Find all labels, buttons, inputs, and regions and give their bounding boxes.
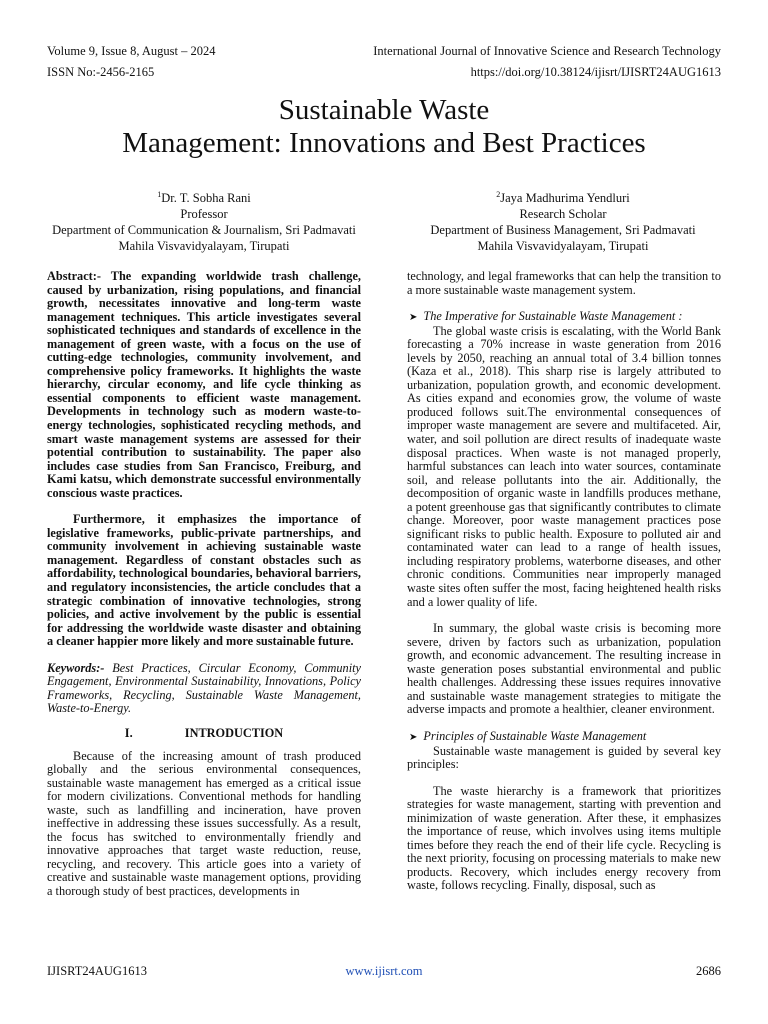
arrow-bullet-icon: ➤: [409, 731, 418, 743]
intro-paragraph-1: Because of the increasing amount of trash produced globally and the serious environmental consequences, sustainable waste management has emerged as a critical issue for modern civilizations. Conventional methods for handling waste, such as landfilling and incineration, have proven ineffective in addressing these issues successfully. As a result, the focus has switched to environmentally friendly and innovative approaches that target waste reduction, reuse, recycling, and recovery. This article goes into a variety of creative and sustainable waste management options, providing a thorough study of best practices, developments in: [47, 748, 361, 898]
issn: ISSN No:-2456-2165: [47, 65, 155, 79]
footer-paper-id: IJISRT24AUG1613: [47, 964, 147, 978]
author-1-sup: 1: [157, 190, 162, 199]
journal-name: International Journal of Innovative Science and Research Technology: [373, 44, 721, 58]
author-1-name: Dr. T. Sobha Rani: [161, 191, 251, 206]
imperative-paragraph-1: The global waste crisis is escalating, with the World Bank forecasting a 70% increase in waste generation from 2016 levels by 2050, reaching an annual total of 3.4 billion tonnes (Kaza et al., 2018). This sharp rise is largely attributed to urbanization, population growth, and economic development. As cities expand and economies grow, the volume of waste produced follows suit.The environmental consequences of improper waste management are severe and multifaceted. Air, water, and soil pollution are direct results of inadequate waste disposal practices. When waste is not managed properly, harmful substances can leach into water sources, contaminate soil, and release pollutants into the air. Additionally, the decomposition of organic waste in landfills produces methane, a potent greenhouse gas that significantly contributes to climate change. Moreover, poor waste management practices pose significant risks to public health. Exposure to polluted air and contaminated water can lead to a range of health issues, including respiratory problems, waterborne diseases, and other chronic conditions. Communities near improperly managed waste sites often suffer the most, facing heightened health risks and a lower quality of life.: [407, 323, 721, 609]
keywords-text: Best Practices, Circular Economy, Community Engagement, Environmental Sustainability, Innovations, Policy Frameworks, Recycling, Sustainable Waste Management, Waste-to-Energy.: [47, 660, 361, 716]
author-2-dept: Department of Business Management, Sri Padmavati: [430, 223, 696, 238]
left-column: [47, 270, 361, 899]
subheading-principles-text: Principles of Sustainable Waste Management: [423, 728, 647, 743]
footer-website-link[interactable]: www.ijisrt.com: [345, 964, 423, 978]
author-1: [39, 187, 369, 254]
subheading-principles: [407, 730, 721, 745]
principles-paragraph-1: Sustainable waste management is guided by several key principles:: [407, 743, 721, 772]
volume-info: Volume 9, Issue 8, August – 2024: [47, 44, 216, 58]
keywords-label: Keywords:-: [47, 660, 105, 675]
author-2-name: Jaya Madhurima Yendluri: [500, 191, 630, 206]
page-number: 2686: [696, 964, 721, 978]
author-1-inst: Mahila Visvavidyalayam, Tirupati: [118, 239, 290, 254]
author-2-sup: 2: [496, 190, 501, 199]
principles-paragraph-2: The waste hierarchy is a framework that prioritizes strategies for waste management, starting with prevention and minimization of waste generation. After these, it emphasizes the importance of reuse, which involves using items multiple times before they reach the end of their life cycle. Recycling is the next priority, focusing on processing materials to make new products. Recovery, which includes energy recovery from waste, follows recycling. Finally, disposal, such as: [407, 783, 721, 893]
section-title: INTRODUCTION: [184, 725, 284, 740]
title-line-1: Sustainable Waste: [278, 94, 490, 126]
arrow-bullet-icon: ➤: [409, 312, 418, 324]
subheading-imperative: [407, 310, 721, 325]
section-heading-introduction: [47, 727, 361, 741]
author-2-role: Research Scholar: [519, 207, 607, 222]
keywords: [47, 662, 361, 716]
section-number: I.: [124, 725, 133, 740]
intro-continuation: technology, and legal frameworks that can help the transition to a more sustainable waste management system.: [407, 269, 721, 297]
imperative-paragraph-2: In summary, the global waste crisis is becoming more severe, driven by factors such as urbanization, population growth, and economic advancement. The resulting increase in waste generation poses substantial environmental and public health challenges. Addressing these issues requires innovative and sustainable waste management strategies to mitigate the adverse impacts and promote a healthier, cleaner environment.: [407, 621, 721, 717]
abstract-paragraph-1: Abstract:- The expanding worldwide trash challenge, caused by urbanization, rising populations, and financial growth, necessitates innovative and long-term waste management techniques. This article investigates several sophisticated techniques and standards of excellence in the management of green waste, with a focus on the use of cutting-edge technologies, community involvement, and comprehensive policy frameworks. It highlights the waste hierarchy, circular economy, and life cycle thinking as essential components to efficient waste management. Developments in technology such as modern waste-to-energy technologies, sophisticated recycling methods, and smart waste management systems are assessed for their potential contribution to sustainability. The paper also includes case studies from San Francisco, Freiburg, and Kami katsu, which demonstrate successful environmentally conscious waste practices.: [47, 269, 361, 500]
subheading-imperative-text: The Imperative for Sustainable Waste Management :: [423, 309, 683, 324]
title-line-2: Management: Innovations and Best Practices: [122, 127, 646, 159]
doi-link[interactable]: https://doi.org/10.38124/ijisrt/IJISRT24AUG1613: [470, 65, 721, 79]
author-1-dept: Department of Communication & Journalism, Sri Padmavati: [52, 223, 356, 238]
author-2-inst: Mahila Visvavidyalayam, Tirupati: [477, 239, 649, 254]
author-1-role: Professor: [180, 207, 228, 222]
abstract-paragraph-2: Furthermore, it emphasizes the importance of legislative frameworks, public-private partnerships, and community involvement in achieving sustainable waste management. Regardless of constant obstacles such as affordability, technological boundaries, behavioral barriers, and regulatory inconsistencies, the article concludes that a strategic combination of innovative technologies, strong policies, and active involvement by the public is essential for addressing the worldwide waste disaster and obtaining a cleaner happier more likely and more sustainable future.: [47, 512, 361, 649]
author-2: [398, 187, 728, 254]
paper-title: [0, 94, 768, 160]
right-column: [407, 270, 721, 893]
